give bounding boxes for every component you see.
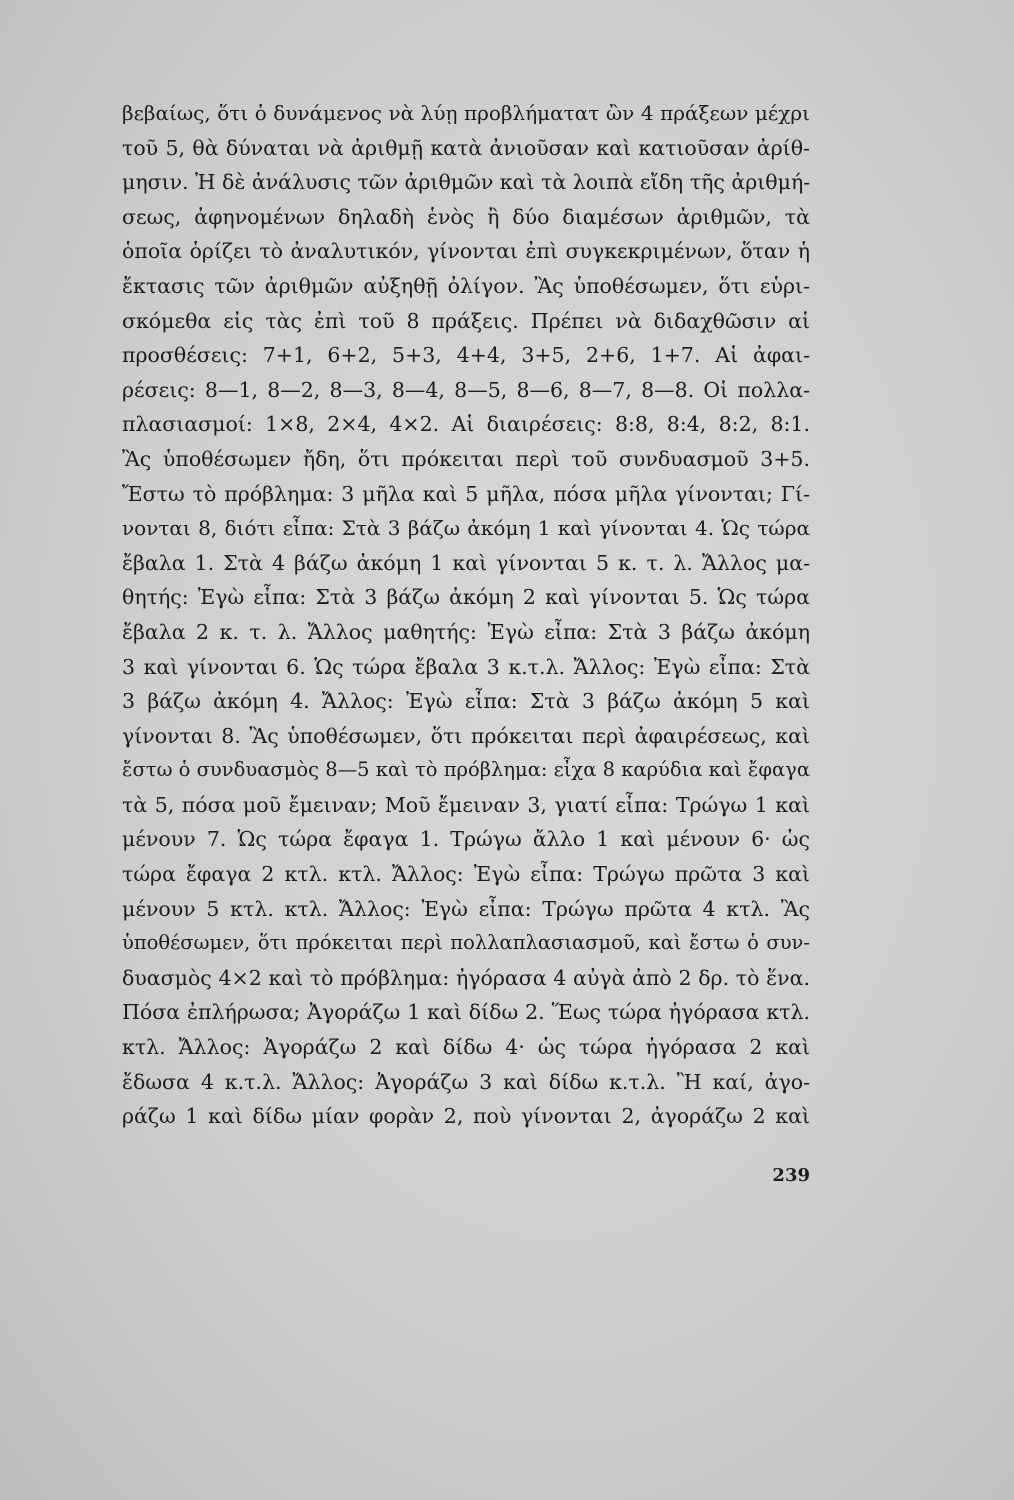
text-line: Ἂς ὑποθέσωμεν ἤδη, ὅτι πρόκειται περὶ τοῦ συνδυασμοῦ 3+5. <box>122 446 810 471</box>
text-line: νονται 8, διότι εἶπα: Στὰ 3 βάζω ἀκόμη 1 καὶ γίνονται 4. Ὡς τώρα <box>122 516 810 541</box>
text-line: ἔκτασις τῶν ἀριθμῶν αὐξηθῇ ὀλίγον. Ἂς ὑποθέσωμεν, ὅτι εὑρι- <box>122 273 810 298</box>
text-line: ράζω 1 καὶ δίδω μίαν φορὰν 2, ποὺ γίνονται 2, ἀγοράζω 2 καὶ <box>122 1104 810 1129</box>
text-line: σεως, ἀφηνομένων δηλαδὴ ἑνὸς ἢ δύο διαμέσων ἀριθμῶν, τὰ <box>122 204 810 229</box>
text-line: ρέσεις: 8—1, 8—2, 8—3, 8—4, 8—5, 8—6, 8—7, 8—8. Οἱ πολλα- <box>122 377 810 402</box>
text-line: θητής: Ἐγὼ εἶπα: Στὰ 3 βάζω ἀκόμη 2 καὶ γίνονται 5. Ὡς τώρα <box>122 585 810 610</box>
page-number: 239 <box>772 1165 810 1186</box>
text-line: ὁποῖα ὁρίζει τὸ ἀναλυτικόν, γίνονται ἐπὶ συγκεκριμένων, ὅταν ἡ <box>122 239 810 264</box>
text-line: ἔδωσα 4 κ.τ.λ. Ἄλλος: Ἀγοράζω 3 καὶ δίδω κ.τ.λ. Ἢ καί, ἀγο- <box>122 1069 810 1094</box>
text-line: πλασιασμοί: 1×8, 2×4, 4×2. Αἱ διαιρέσεις: 8:8, 8:4, 8:2, 8:1. <box>122 412 810 437</box>
text-line: προσθέσεις: 7+1, 6+2, 5+3, 4+4, 3+5, 2+6, 1+7. Αἱ ἀφαι- <box>122 343 810 368</box>
text-line: μένουν 5 κτλ. κτλ. Ἄλλος: Ἐγὼ εἶπα: Τρώγω πρῶτα 4 κτλ. Ἂς <box>122 896 810 921</box>
text-line: ἔβαλα 2 κ. τ. λ. Ἄλλος μαθητής: Ἐγὼ εἶπα: Στὰ 3 βάζω ἀκόμη <box>122 619 810 644</box>
text-line: ἔστω ὁ συνδυασμὸς 8—5 καὶ τὸ πρόβλημα: εἶχα 8 καρύδια καὶ ἔφαγα <box>122 758 810 782</box>
text-line: 3 βάζω ἀκόμη 4. Ἄλλος: Ἐγὼ εἶπα: Στὰ 3 βάζω ἀκόμη 5 καὶ <box>122 689 810 714</box>
text-line: μησιν. Ἡ δὲ ἀνάλυσις τῶν ἀριθμῶν καὶ τὰ λοιπὰ εἴδη τῆς ἀριθμή- <box>122 170 810 195</box>
text-line: δυασμὸς 4×2 καὶ τὸ πρόβλημα: ἠγόρασα 4 αὐγὰ ἀπὸ 2 δρ. τὸ ἕνα. <box>122 965 810 990</box>
text-line: τώρα ἔφαγα 2 κτλ. κτλ. Ἄλλος: Ἐγὼ εἶπα: Τρώγω πρῶτα 3 καὶ <box>122 862 810 887</box>
body-text <box>122 96 810 1134</box>
text-line: γίνονται 8. Ἂς ὑποθέσωμεν, ὅτι πρόκειται περὶ ἀφαιρέσεως, καὶ <box>122 723 810 748</box>
text-line: ὑποθέσωμεν, ὅτι πρόκειται περὶ πολλαπλασιασμοῦ, καὶ ἔστω ὁ συν- <box>122 931 810 955</box>
text-line: τὰ 5, πόσα μοῦ ἔμειναν; Μοῦ ἔμειναν 3, γιατί εἶπα: Τρώγω 1 καὶ <box>122 792 810 817</box>
text-line: Πόσα ἐπλήρωσα; Ἀγοράζω 1 καὶ δίδω 2. Ἕως τώρα ἠγόρασα κτλ. <box>122 1000 810 1025</box>
text-line: μένουν 7. Ὡς τώρα ἔφαγα 1. Τρώγω ἄλλο 1 καὶ μένουν 6· ὡς <box>122 827 810 852</box>
text-line: τοῦ 5, θὰ δύναται νὰ ἀριθμῇ κατὰ ἀνιοῦσαν καὶ κατιοῦσαν ἀρίθ- <box>122 135 810 160</box>
text-line: κτλ. Ἄλλος: Ἀγοράζω 2 καὶ δίδω 4· ὡς τώρα ἠγόρασα 2 καὶ <box>122 1035 810 1060</box>
text-line: σκόμεθα εἰς τὰς ἐπὶ τοῦ 8 πράξεις. Πρέπει νὰ διδαχθῶσιν αἱ <box>122 308 810 333</box>
text-line: 3 καὶ γίνονται 6. Ὡς τώρα ἔβαλα 3 κ.τ.λ. Ἄλλος: Ἐγὼ εἶπα: Στὰ <box>122 654 810 679</box>
text-line: ἔβαλα 1. Στὰ 4 βάζω ἀκόμη 1 καὶ γίνονται 5 κ. τ. λ. Ἄλλος μα- <box>122 550 810 575</box>
text-line: Ἔστω τὸ πρόβλημα: 3 μῆλα καὶ 5 μῆλα, πόσα μῆλα γίνονται; Γί- <box>122 481 810 506</box>
text-line: βεβαίως, ὅτι ὁ δυνάμενος νὰ λύῃ προβλήματατ ὢν 4 πράξεων μέχρι <box>122 101 810 125</box>
